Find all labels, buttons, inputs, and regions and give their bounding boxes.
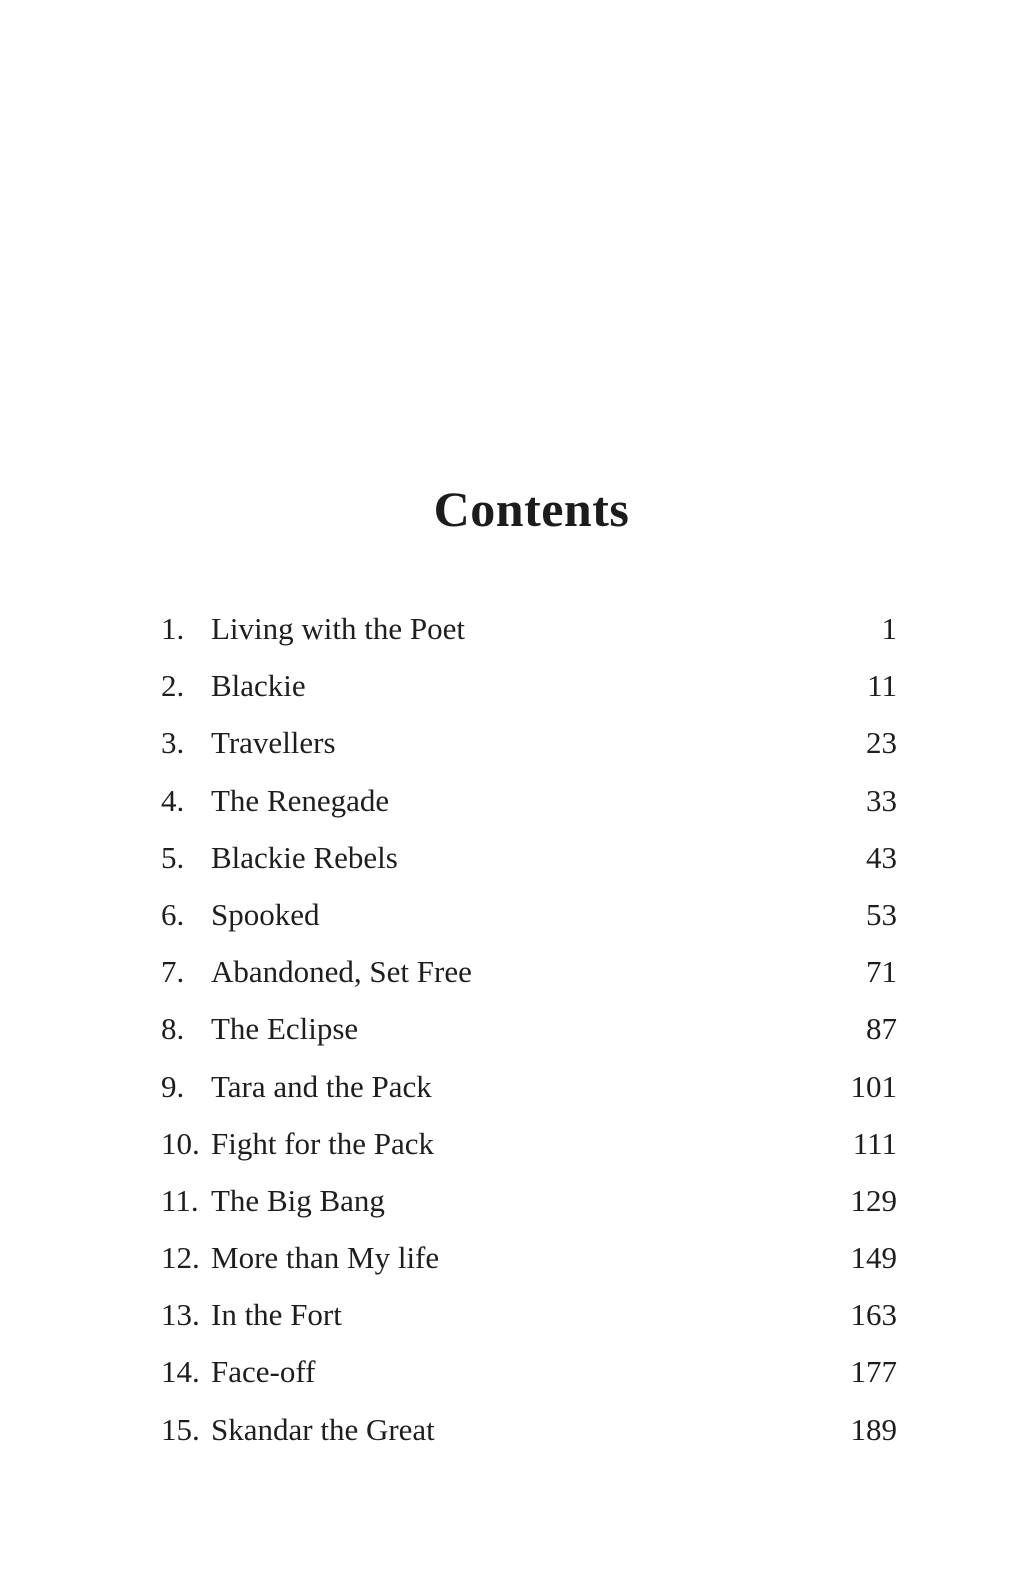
- chapter-number: 2.: [161, 668, 185, 704]
- page-number: 11: [867, 668, 897, 704]
- toc-entry[interactable]: [161, 890, 897, 947]
- toc-entry[interactable]: [161, 833, 897, 890]
- chapter-title: Spooked: [211, 896, 320, 932]
- chapter-number: 12.: [161, 1240, 200, 1276]
- page-number: 129: [850, 1182, 897, 1218]
- toc-entry[interactable]: [161, 604, 897, 661]
- chapter-title: Tara and the Pack: [211, 1068, 432, 1104]
- toc-entry[interactable]: [161, 1233, 897, 1290]
- chapter-title: Travellers: [211, 725, 336, 761]
- chapter-number: 1.: [161, 611, 185, 646]
- chapter-title: The Renegade: [211, 782, 390, 818]
- chapter-number: 3.: [161, 725, 185, 761]
- chapter-title: Blackie: [211, 668, 306, 704]
- page-number: 189: [850, 1411, 897, 1447]
- chapter-number: 14.: [161, 1354, 200, 1390]
- page-number: 101: [850, 1068, 897, 1104]
- chapter-number: 6.: [161, 896, 185, 932]
- page-number: 23: [866, 725, 897, 761]
- page-title: Contents: [433, 480, 630, 537]
- toc-entry[interactable]: [161, 1062, 897, 1119]
- chapter-title: The Eclipse: [211, 1011, 359, 1047]
- chapter-title: Abandoned, Set Free: [211, 954, 472, 990]
- toc-entry[interactable]: [161, 1119, 897, 1176]
- chapter-number: 8.: [161, 1011, 185, 1047]
- chapter-number: 10.: [161, 1125, 200, 1161]
- toc-entry[interactable]: [161, 1290, 897, 1347]
- chapter-title: Face-off: [211, 1354, 316, 1390]
- chapter-title: Blackie Rebels: [211, 839, 398, 875]
- chapter-title: More than My life: [211, 1240, 440, 1276]
- toc-entry[interactable]: [161, 947, 897, 1004]
- toc-entry[interactable]: [161, 1347, 897, 1404]
- chapter-number: 5.: [161, 839, 185, 875]
- page-number: 87: [866, 1011, 897, 1047]
- toc-entry[interactable]: [161, 1004, 897, 1061]
- chapter-number: 4.: [161, 782, 185, 818]
- chapter-number: 11.: [161, 1182, 199, 1218]
- chapter-title: The Big Bang: [211, 1182, 385, 1218]
- chapter-title: Fight for the Pack: [211, 1125, 434, 1161]
- page-number: 33: [866, 782, 897, 818]
- page-number: 149: [850, 1240, 897, 1276]
- chapter-number: 7.: [161, 954, 185, 990]
- chapter-number: 15.: [161, 1411, 200, 1447]
- page-number: 43: [866, 839, 897, 875]
- toc-entry[interactable]: [161, 1405, 897, 1462]
- chapter-number: 13.: [161, 1297, 200, 1333]
- toc-entry[interactable]: [161, 1176, 897, 1233]
- toc-entry[interactable]: [161, 776, 897, 833]
- toc-entry[interactable]: [161, 718, 897, 775]
- chapter-title: In the Fort: [211, 1297, 342, 1333]
- page-number: 1: [881, 611, 897, 646]
- page-number: 177: [850, 1354, 897, 1390]
- page-number: 163: [850, 1297, 897, 1333]
- table-of-contents: [161, 604, 897, 1462]
- chapter-title: Living with the Poet: [211, 611, 466, 646]
- page-number: 53: [866, 896, 897, 932]
- page-number: 71: [866, 954, 897, 990]
- chapter-title: Skandar the Great: [211, 1411, 435, 1447]
- toc-entry[interactable]: [161, 661, 897, 718]
- page-number: 111: [852, 1125, 897, 1161]
- chapter-number: 9.: [161, 1068, 185, 1104]
